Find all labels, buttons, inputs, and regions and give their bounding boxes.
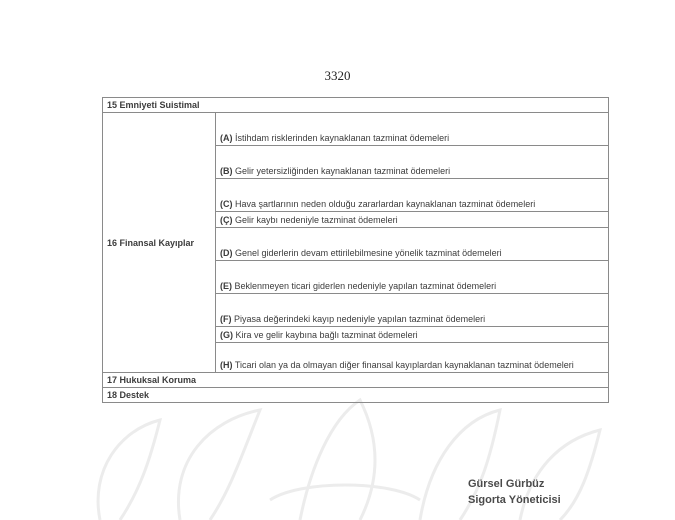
sub-item-letter: (G) xyxy=(220,330,233,340)
sub-item-text: Gelir yetersizliğinden kaynaklanan tazminat ödemeleri xyxy=(235,166,451,176)
sub-item-g xyxy=(216,327,609,343)
sub-item-c xyxy=(216,179,609,212)
sub-item-letter: (Ç) xyxy=(220,215,233,225)
sub-item-e xyxy=(216,261,609,294)
sub-item-text: Kira ve gelir kaybına bağlı tazminat ödemeleri xyxy=(235,330,418,340)
sub-item-letter: (C) xyxy=(220,199,233,209)
branch-16-label: 16 Finansal Kayıplar xyxy=(103,113,216,373)
sub-item-b xyxy=(216,146,609,179)
signatory-name: Gürsel Gürbüz xyxy=(468,478,545,490)
sub-item-c-cedilla xyxy=(216,212,609,228)
insurance-branches-table xyxy=(102,97,609,403)
sub-item-text: Ticari olan ya da olmayan diğer finansal kayıplardan kaynaklanan tazminat ödemeleri xyxy=(234,360,574,370)
sub-item-letter: (D) xyxy=(220,248,233,258)
signatory-title: Sigorta Yöneticisi xyxy=(468,494,561,506)
table-row xyxy=(103,98,609,113)
sub-item-f xyxy=(216,294,609,327)
page-number: 3320 xyxy=(324,68,351,83)
sub-item-text: İstihdam risklerinden kaynaklanan tazminat ödemeleri xyxy=(235,133,450,143)
branch-18-label: 18 Destek xyxy=(103,388,609,403)
sub-item-letter: (F) xyxy=(220,314,232,324)
sub-item-letter: (E) xyxy=(220,281,232,291)
sub-item-text: Piyasa değerindeki kayıp nedeniyle yapılan tazminat ödemeleri xyxy=(234,314,486,324)
sub-item-h xyxy=(216,343,609,373)
sub-item-text: Beklenmeyen ticari giderlen nedeniyle yapılan tazminat ödemeleri xyxy=(234,281,497,291)
sub-item-text: Hava şartlarının neden olduğu zararlardan kaynaklanan tazminat ödemeleri xyxy=(235,199,536,209)
sub-item-d xyxy=(216,228,609,261)
sub-item-letter: (B) xyxy=(220,166,233,176)
table-row xyxy=(103,373,609,388)
sub-item-letter: (H) xyxy=(220,360,233,370)
sub-item-a xyxy=(216,113,609,146)
sub-item-text: Gelir kaybı nedeniyle tazminat ödemeleri xyxy=(235,215,398,225)
branch-15-label: 15 Emniyeti Suistimal xyxy=(103,98,609,113)
table-row xyxy=(103,113,609,146)
signature-block xyxy=(468,476,561,508)
sub-item-letter: (A) xyxy=(220,133,233,143)
branch-17-label: 17 Hukuksal Koruma xyxy=(103,373,609,388)
sub-item-text: Genel giderlerin devam ettirilebilmesine yönelik tazminat ödemeleri xyxy=(235,248,502,258)
table-row xyxy=(103,388,609,403)
